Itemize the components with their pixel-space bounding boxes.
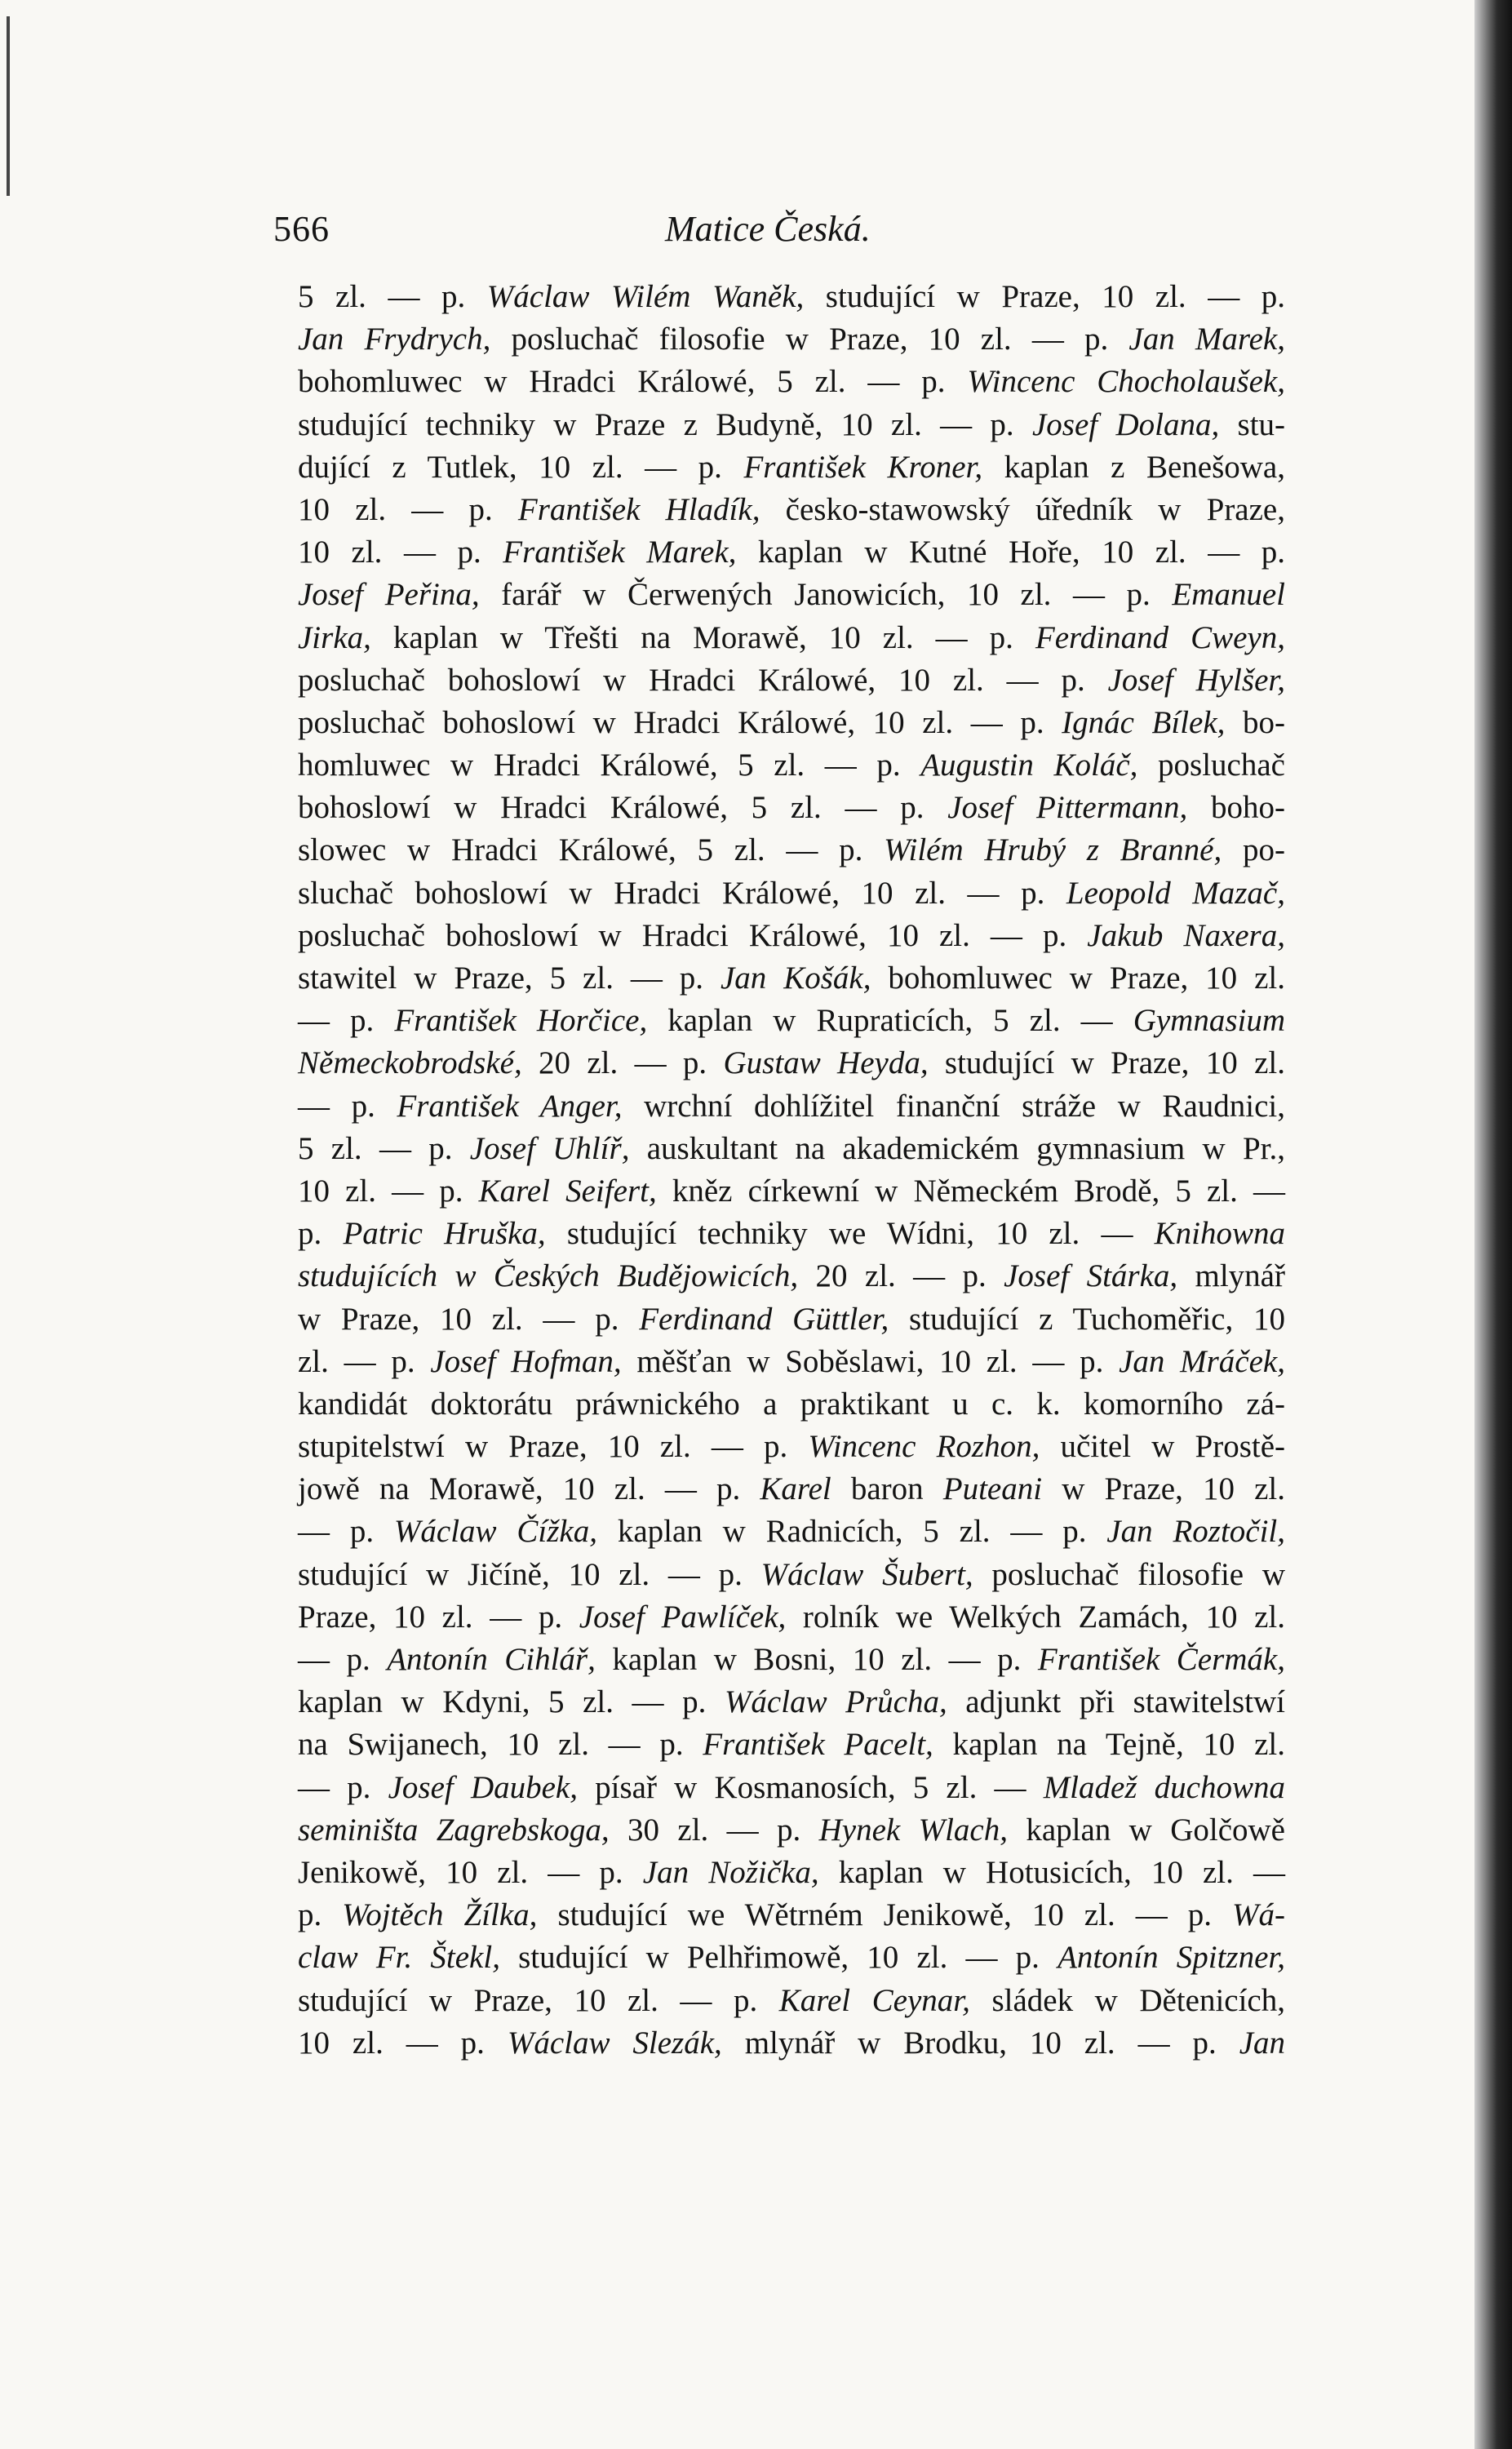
text-line	[298, 1980, 1285, 2022]
text-run: 20 zl. — p.	[798, 1258, 1004, 1294]
text-run: bohoslowí w Hradci Králowé, 5 zl. — p.	[298, 790, 948, 826]
person-name: Jan Nožička,	[642, 1854, 819, 1890]
person-name: Jan Roztočil,	[1106, 1514, 1286, 1550]
text-run: posluchač filosofie w Praze, 10 zl. — p.	[490, 322, 1129, 357]
text-line	[298, 1809, 1285, 1852]
text-run: písař w Kosmanosích, 5 zl. —	[577, 1769, 1044, 1805]
text-line	[298, 1681, 1285, 1724]
text-run: 10 zl. — p.	[298, 2025, 508, 2061]
text-run: mlynář w Brodku, 10 zl. — p.	[721, 2025, 1239, 2061]
person-name: Gustaw Heyda,	[723, 1045, 929, 1081]
text-run: homluwec w Hradci Králowé, 5 zl. — p.	[298, 748, 921, 783]
person-name: František Horčice,	[394, 1003, 648, 1039]
person-name: František Čermák,	[1037, 1642, 1285, 1677]
page-header	[273, 208, 1293, 257]
person-name: Josef Pittermann,	[947, 790, 1188, 826]
text-line	[298, 702, 1285, 744]
person-name: Wincenc Chocholaušek,	[967, 364, 1285, 400]
text-run: bohomluwec w Hradci Králowé, 5 zl. — p.	[298, 364, 968, 400]
person-name: Ferdinand Güttler,	[639, 1301, 889, 1337]
running-title: Matice Česká.	[665, 209, 871, 249]
text-run: 10 zl. — p.	[298, 1173, 479, 1209]
text-run: slowec w Hradci Králowé, 5 zl. — p.	[298, 832, 885, 868]
person-name: Josef Dolana,	[1032, 406, 1220, 442]
text-run: 5 zl. — p.	[298, 1130, 470, 1166]
person-name: Wáclaw Wilém Waněk,	[486, 279, 805, 314]
person-name: František Anger,	[397, 1088, 623, 1124]
person-name: Josef Uhlíř,	[469, 1130, 630, 1166]
person-name: Wáclaw Čížka,	[393, 1514, 597, 1550]
text-line	[298, 1511, 1285, 1553]
text-run: farář w Čerwených Janowicích, 10 zl. — p.	[479, 577, 1173, 613]
text-line	[298, 404, 1285, 446]
text-run: bohomluwec w Praze, 10 zl.	[871, 961, 1286, 996]
person-name: Puteani	[942, 1471, 1043, 1507]
person-name: studujících w Českých Budějowicích,	[298, 1258, 799, 1294]
text-run: dující z Tutlek, 10 zl. — p.	[298, 449, 744, 485]
person-name: Jan Marek,	[1128, 322, 1285, 357]
text-run: studující we Wětrném Jenikowě, 10 zl. — p.	[537, 1897, 1233, 1933]
text-run: studující w Praze, 10 zl. — p.	[804, 279, 1285, 314]
text-run: po-	[1222, 832, 1285, 868]
text-run: kaplan w Bosni, 10 zl. — p.	[595, 1642, 1038, 1677]
text-line	[298, 659, 1285, 702]
text-run: studující w Jičíně, 10 zl. — p.	[298, 1556, 761, 1592]
text-line	[298, 1170, 1285, 1213]
text-run: posluchač filosofie w	[973, 1556, 1286, 1592]
text-run: kaplan w Kutné Hoře, 10 zl. — p.	[736, 535, 1285, 570]
text-run: stu-	[1219, 406, 1286, 442]
text-run: p.	[298, 1216, 344, 1252]
person-name: Josef Stárka,	[1004, 1258, 1178, 1294]
text-run: — p.	[298, 1088, 397, 1124]
text-run: Praze, 10 zl. — p.	[298, 1599, 579, 1635]
body-text	[298, 276, 1285, 2065]
person-name: Wincenc Rozhon,	[808, 1429, 1040, 1465]
person-name: František Pacelt,	[703, 1727, 933, 1763]
text-run: — p.	[298, 1003, 395, 1039]
text-line	[298, 318, 1285, 361]
text-run: studující techniky we Wídni, 10 zl. —	[545, 1216, 1155, 1252]
text-run: boho-	[1187, 790, 1286, 826]
person-name: František Marek,	[503, 535, 737, 570]
person-name: Německobrodské,	[298, 1045, 522, 1081]
text-line	[298, 1128, 1285, 1170]
person-name: Jan Košák,	[720, 961, 871, 996]
text-run: 10 zl. — p.	[298, 491, 518, 527]
text-run: kaplan na Tejně, 10 zl.	[933, 1727, 1285, 1763]
text-line	[298, 2022, 1285, 2065]
text-run: kaplan w Třešti na Morawě, 10 zl. — p.	[370, 619, 1035, 655]
person-name: seminišta Zagrebskoga,	[298, 1812, 610, 1848]
person-name: Ferdinand Cweyn,	[1035, 619, 1285, 655]
text-run: auskultant na akademickém gymnasium w Pr.,	[629, 1130, 1285, 1166]
person-name: Antonín Cihlář,	[387, 1642, 596, 1677]
text-run: kněz církewní w Německém Brodě, 5 zl. —	[656, 1173, 1285, 1209]
person-name: Patric Hruška,	[343, 1216, 546, 1252]
text-run: měšťan w Soběslawi, 10 zl. — p.	[621, 1343, 1120, 1379]
text-line	[298, 744, 1285, 787]
text-line	[298, 1298, 1285, 1341]
text-line	[298, 1639, 1285, 1681]
text-run: sluchač bohoslowí w Hradci Králowé, 10 zl. — p.	[298, 875, 1066, 911]
text-line	[298, 915, 1285, 957]
text-line	[298, 1724, 1285, 1766]
person-name: Josef Peřina,	[298, 577, 480, 613]
text-line	[298, 872, 1285, 915]
text-line	[298, 1554, 1285, 1596]
person-name: Josef Hylšer,	[1107, 662, 1285, 698]
text-line	[298, 1426, 1285, 1468]
text-run: wrchní dohlížitel finanční stráže w Raudnici,	[622, 1088, 1285, 1124]
text-run: studující w Praze, 10 zl.	[928, 1045, 1285, 1081]
text-run: rolník we Welkých Zamách, 10 zl.	[786, 1599, 1285, 1635]
person-name: Knihowna	[1154, 1216, 1286, 1252]
text-line	[298, 446, 1285, 489]
person-name: Wáclaw Průcha,	[724, 1684, 947, 1720]
person-name: Karel	[760, 1471, 831, 1507]
person-name: Josef Pawlíček,	[579, 1599, 787, 1635]
person-name: Jan Mráček,	[1119, 1343, 1285, 1379]
text-run: adjunkt při stawitelstwí	[947, 1684, 1285, 1720]
text-run: posluchač	[1137, 748, 1285, 783]
person-name: Antonín Spitzner,	[1058, 1940, 1285, 1976]
text-line	[298, 1341, 1285, 1383]
text-run: kandidát doktorátu práwnického a praktikant u c. k. komorního zá-	[298, 1386, 1285, 1422]
text-line	[298, 957, 1285, 1000]
text-run: učitel w Prostě-	[1040, 1429, 1286, 1465]
person-name: Josef Hofman,	[430, 1343, 622, 1379]
person-name: Wáclaw Šubert,	[760, 1556, 973, 1592]
text-run: p.	[298, 1897, 343, 1933]
text-run: — p.	[298, 1642, 388, 1677]
person-name: Jirka,	[298, 619, 371, 655]
text-run: studující w Praze, 10 zl. — p.	[298, 1982, 779, 2018]
text-run: posluchač bohoslowí w Hradci Králowé, 10 zl. — p.	[298, 704, 1062, 740]
page-edge-shadow	[1474, 0, 1512, 2449]
text-line	[298, 1000, 1285, 1042]
text-line	[298, 1042, 1285, 1085]
text-run: kaplan z Benešowa,	[982, 449, 1285, 485]
person-name: Wilém Hrubý z Branné,	[884, 832, 1222, 868]
text-run: — p.	[298, 1769, 388, 1805]
text-line	[298, 1383, 1285, 1426]
text-line	[298, 1255, 1285, 1298]
text-line	[298, 1767, 1285, 1809]
text-line	[298, 531, 1285, 574]
text-run: — p.	[298, 1514, 394, 1550]
person-name: Hynek Wlach,	[818, 1812, 1008, 1848]
person-name: Gymnasium	[1133, 1003, 1286, 1039]
person-name: František Hladík,	[517, 491, 760, 527]
text-run: sládek w Dětenicích,	[969, 1982, 1285, 2018]
text-run: studující z Tuchoměřic, 10	[889, 1301, 1285, 1337]
text-line	[298, 829, 1285, 872]
text-line	[298, 1894, 1285, 1937]
text-line	[298, 276, 1285, 318]
person-name: František Kroner,	[743, 449, 983, 485]
person-name: Jakub Naxera,	[1087, 917, 1285, 953]
text-line	[298, 1852, 1285, 1894]
text-line	[298, 1937, 1285, 1979]
text-run: kaplan w Kdyni, 5 zl. — p.	[298, 1684, 725, 1720]
text-run: studující techniky w Praze z Budyně, 10 zl. — p.	[298, 406, 1032, 442]
text-run: jowě na Morawě, 10 zl. — p.	[298, 1471, 760, 1507]
text-run: kaplan w Radnicích, 5 zl. — p.	[597, 1514, 1107, 1550]
text-line	[298, 1085, 1285, 1128]
person-name: Jan Frydrych,	[298, 322, 491, 357]
text-run: zl. — p.	[298, 1343, 431, 1379]
text-run: posluchač bohoslowí w Hradci Králowé, 10 zl. — p.	[298, 917, 1088, 953]
text-run: 20 zl. — p.	[521, 1045, 724, 1081]
person-name: Augustin Koláč,	[920, 748, 1138, 783]
text-line	[298, 489, 1285, 531]
text-run: kaplan w Hotusicích, 10 zl. —	[818, 1854, 1285, 1890]
text-run: 10 zl. — p.	[298, 535, 503, 570]
text-run: bo-	[1225, 704, 1285, 740]
person-name: Wojtěch Žílka,	[342, 1897, 538, 1933]
text-line	[298, 787, 1285, 829]
person-name: Josef Daubek,	[388, 1769, 578, 1805]
text-run: na Swijanech, 10 zl. — p.	[298, 1727, 703, 1763]
binding-shadow	[7, 16, 10, 196]
person-name: Wá-	[1232, 1897, 1286, 1933]
text-run: kaplan w Rupraticích, 5 zl. —	[647, 1003, 1133, 1039]
text-run: mlynář	[1177, 1258, 1285, 1294]
person-name: Ignác Bílek,	[1062, 704, 1226, 740]
text-line	[298, 1596, 1285, 1639]
person-name: Wáclaw Slezák,	[507, 2025, 722, 2061]
text-run: 30 zl. — p.	[609, 1812, 819, 1848]
text-run: studující w Pelhřimowě, 10 zl. — p.	[499, 1940, 1058, 1976]
text-run: w Praze, 10 zl.	[1042, 1471, 1285, 1507]
text-run: posluchač bohoslowí w Hradci Králowé, 10 zl. — p.	[298, 662, 1108, 698]
person-name: Emanuel	[1172, 577, 1285, 613]
person-name: Karel Ceynar,	[778, 1982, 970, 2018]
person-name: Karel Seifert,	[478, 1173, 657, 1209]
person-name: Leopold Mazač,	[1066, 875, 1285, 911]
text-run: baron	[831, 1471, 943, 1507]
text-run: kaplan w Golčowě	[1007, 1812, 1285, 1848]
text-line	[298, 574, 1285, 616]
text-run: česko-stawowský úředník w Praze,	[760, 491, 1285, 527]
text-run: stawitel w Praze, 5 zl. — p.	[298, 961, 721, 996]
text-run: 5 zl. — p.	[298, 279, 487, 314]
text-line	[298, 1213, 1285, 1255]
person-name: Jan	[1239, 2025, 1286, 2061]
text-run: stupitelstwí w Praze, 10 zl. — p.	[298, 1429, 809, 1465]
text-line	[298, 361, 1285, 403]
text-run: w Praze, 10 zl. — p.	[298, 1301, 640, 1337]
text-line	[298, 617, 1285, 659]
text-run: Jenikowě, 10 zl. — p.	[298, 1854, 643, 1890]
text-line	[298, 1468, 1285, 1511]
person-name: claw Fr. Štekl,	[298, 1940, 500, 1976]
person-name: Mladež duchowna	[1043, 1769, 1286, 1805]
page-number: 566	[273, 209, 330, 249]
